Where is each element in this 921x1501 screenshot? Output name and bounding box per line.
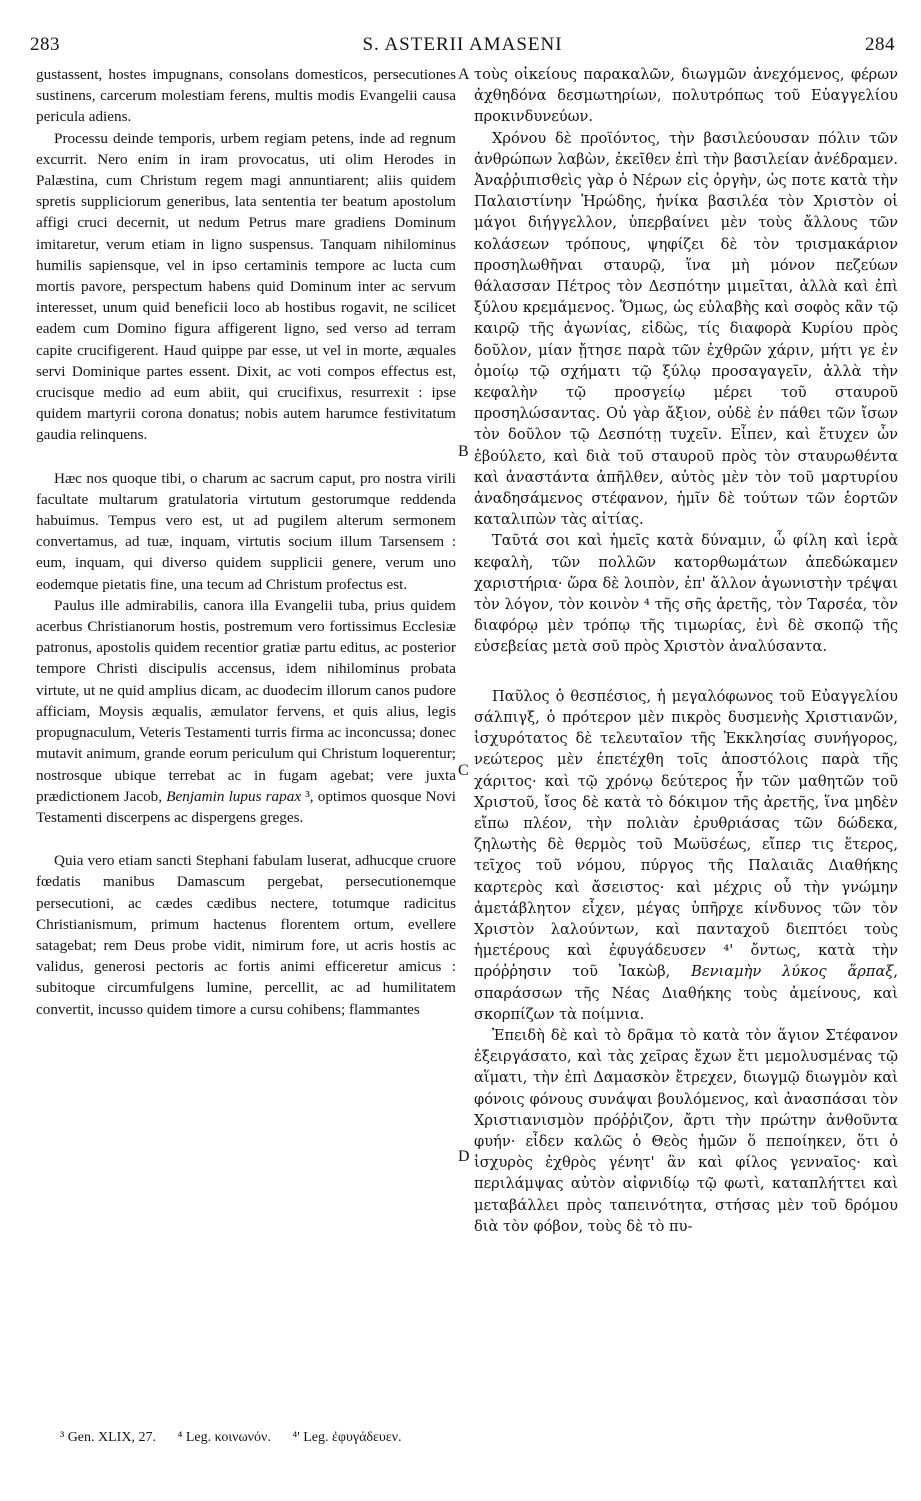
footnotes (60, 1430, 420, 1446)
latin-paragraph-5: Quia vero etiam sancti Stephani fabulam luserat, adhucque cruore fœdatis manibus Damascum pergebat, persecutionemque persecutioni, ac cædes cædibus nectere, totumque radicitus Christianismum, primum hactenus florentem ortum, evellere satagebat; rem Deus probe vidit, nimirum fore, ut acris hostis ac validus, generosi pectoris ac fortis animi efficeretur amicus : subitoque circumfulgens lumine, percellit, ac ad humilitatem convertit, incusso quidem timore a cursu cohibens; flammantes (36, 852, 456, 1018)
latin-p4-text-b: ³, optimos quosque Novi Testamenti discerpens ac dispergens greges. (36, 787, 456, 826)
greek-paragraph-1: τοὺς οἰκείους παρακαλῶν, διωγμῶν ἀνεχόμενος, φέρων ἀχθηδόνα δεσμωτηρίων, πολυτρόπως τοῦ Εὐαγγελίου προκινδυνεύων. (474, 66, 898, 126)
page-number-left: 283 (30, 34, 60, 55)
running-title: S. ASTERII AMASENI (362, 34, 563, 55)
greek-paragraph-3: Ταῦτά σοι καὶ ἡμεῖς κατὰ δύναμιν, ὦ φίλη καὶ ἱερὰ κεφαλὴ, τῶν πολλῶν κατορθωμάτων ἀπεδώκαμεν χαριστήρια· ὥρα δὲ λοιπὸν, ἐπ' ἄλλον ἀγωνιστὴν τρέψαι τὸν λόγον, τὸν κοινὸν ⁴ τῆς σῆς ἀρετῆς, τὸν Ταρσέα, τὸν διαφόρῳ μὲν τρόπῳ τῆς τιμωρίας, ἐνὶ δὲ σκοπῷ τῆς εὐσεβείας μετὰ σοῦ πρὸς Χριστὸν ἀναλύσαντα. (474, 532, 898, 656)
footnote-4: ⁴ Leg. κοινωνόν. (177, 1430, 271, 1445)
latin-paragraph-2: Processu deinde temporis, urbem regiam petens, inde ad regnum excurrit. Nero enim in iram provocatus, uti olim Herodes in Palæstina, cum Christum regem magi annuntiarent; aliis quidem spretis suppliciorum generibus, lata sententia ter beatum apostolum affigi cruci decernit, ut nedum Petrus mare gradiens Dominum imitaretur, verum etiam in ligno suspensus. Tanquam nihilominus humilis sapiensque, vel in ipso certaminis tempore ac lucta cum mortis pavore, perspectum habens quid Dominum inter ac servum interesset, unum quid beneficii loco ab hostibus rogavit, ne scilicet eadem cum Domino figura affigerent ligno, sed verso ad terram capite crucifigerent. Haud quippe par esse, ut vel in morte, æquales servi Dominique partes essent. Dixit, ac voti compos effectus est, crucisque medio ad eum abiit, qui crucifixus, resurrexit : ipse quidem martyrii corona donatus; nobis autem harumce festivitatum gaudia relinquens. (36, 129, 456, 444)
greek-paragraph-5: Ἐπειδὴ δὲ καὶ τὸ δρᾶμα τὸ κατὰ τὸν ἅγιον Στέφανον ἐξειργάσατο, καὶ τὰς χεῖρας ἔχων ἔτι μεμολυσμένας τῷ αἵματι, τὴν ἐπὶ Δαμασκὸν ἔτρεχεν, διωγμῷ διωγμὸν καὶ φόνοις φόνους συνάψαι βουλόμενος, καὶ ἀνασπάσαι τὸν Χριστιανισμὸν πρόῤῥιζον, ἄρτι τὴν πρώτην ἀνθοῦντα φυήν· εἶδεν καλῶς ὁ Θεὸς ἡμῶν ὅ πεποίηκεν, ὅτι ὁ ἰσχυρὸς ἐχθρὸς γένητ' ἂν καὶ φίλος γενναῖος· καὶ περιλάμψας αὐτὸν αἰφνιδίῳ τῷ φωτὶ, καταπλήττει καὶ μεταβάλλει πρὸς ταπεινότητα, στήσας μὲν τοῦ δρόμου διὰ τὸν φόβον, τοὺς δὲ τὸ πυ- (474, 1026, 898, 1235)
greek-p4-text-a: Παῦλος ὁ θεσπέσιος, ἡ μεγαλόφωνος τοῦ Εὐαγγελίου σάλπιγξ, ὁ πρότερον μὲν πικρὸς δυσμενὴς Χριστιανῶν, ἰσχυρότατος δὲ τελευταῖον τῆς Ἐκκλησίας συνήγορος, νεώτερος μὲν ἐπετέχθη τοῖς ἀποστόλοις παρὰ τῆς χάριτος· καὶ τῷ χρόνῳ δεύτερος ἦν τῶν μαθητῶν τοῦ Χριστοῦ, ἴσος δὲ κατὰ τὸ δόκιμον τῆς ἀρετῆς, ἵνα μηδὲν εἴπω πλέον, τὴν πολιὰν ἐρυθριάσας τῶν δώδεκα, ζηλωτὴς δὲ θερμὸς τοῦ Μωϋσέως, εἴπερ τις ἕτερος, τεῖχος τοῦ νόμου, πύργος τῆς Παλαιᾶς Διαθήκης καρτερὸς καὶ ἄσειστος· καὶ μέχρις οὗ τὴν γνώμην ἀμετάβλητον εἶχεν, μέγας ὑπῆρχε κίνδυνος τῶν τὸν Χριστὸν λαλούντων, καὶ πανταχοῦ διεπτόει τοὺς ἡμετέρους καὶ ἐφυγάδευσεν ⁴' ὄντως, κατὰ τὴν πρόῤῥησιν τοῦ Ἰακὼβ, (474, 687, 898, 981)
greek-column (474, 64, 898, 1237)
running-header (30, 34, 895, 58)
margin-letter-a: A (458, 66, 470, 83)
latin-p4-quote: Benjamin lupus rapax (166, 787, 302, 805)
greek-p4-quote: Βενιαμὴν λύκος ἅρπαξ (691, 963, 894, 981)
margin-letter-b: B (458, 443, 469, 460)
greek-paragraph-2: Χρόνου δὲ προϊόντος, τὴν βασιλεύουσαν πόλιν τῶν ἀνθρώπων λαβὼν, ἐκεῖθεν ἐπὶ τὴν βασιλείαν ἀνέδραμεν. Ἀναῤῥιπισθεὶς γὰρ ὁ Νέρων εἰς ὀργὴν, ὡς ποτε κατὰ τὴν Παλαιστίνην Ἡρώδης, ἡνίκα βασιλέα τὸν Χριστὸν οἱ μάγοι διήγγελλον, ὑπερβαίνει μὲν τοὺς ἄλλους τῶν κολάσεων τρόπους, ψηφίζει δὲ τὸν τρισμακάριον προσηλωθῆναι σταυρῷ, ἵνα μὴ μόνον πεζεύων θάλασσαν Πέτρος τὸν Δεσπότην μιμεῖται, ἀλλὰ καὶ ἐπὶ ξύλου κρεμάμενος. Ὅμως, ὡς εὐλαβὴς καὶ σοφὸς κἂν τῷ καιρῷ τῆς ἀγωνίας, εἰδὼς, τίς διαφορὰ Κυρίου πρὸς δοῦλον, μίαν ᾔτησε παρὰ τῶν ἐχθρῶν χάριν, μήτι γε ἐν ὁμοίῳ τῷ σχήματι τῷ ξύλῳ προσαγαγεῖν, ἀλλὰ τὴν κεφαλὴν τῷ προσγείῳ μέρει τοῦ σταυροῦ προσηλώσαντας. Οὐ γὰρ ἄξιον, οὐδὲ ἐν πάθει τῶν ἴσων τὸν δοῦλον τῷ Δεσπότῃ τυχεῖν. Εἶπεν, καὶ ἔτυχεν ὧν ἐβούλετο, καὶ διὰ τοῦ σταυροῦ πρὸς τὸν σταυρωθέντα καὶ ἀναστάντα ἀπῆλθεν, αὐτὸς μὲν τὸν τοῦ μαρτυρίου ἀναδησάμενος στέφανον, ἡμῖν δὲ τούτων τῶν ἑορτῶν καταλιπὼν τὰς αἰτίας. (474, 129, 898, 529)
footnote-3: ³ Gen. XLIX, 27. (60, 1430, 156, 1445)
footnote-4a: ⁴' Leg. ἐφυγάδευεν. (292, 1430, 402, 1445)
latin-p4-text-a: Paulus ille admirabilis, canora illa Evangelii tuba, prius quidem acerbus Christianorum hostis, postremum vero fortissimus Ecclesiæ patronus, apostolis quidem recentior gratiæ partu editus, ac posterior tempore Christi discipulis accensus, idem nihilominus probata virtute, ut ne quid amplius dicam, ac duodecim illorum canos pudore afficiam, Moysis æqualis, æmulator fervens, et quis alius, legis propugnaculum, Veteris Testamenti turris firma ac inconcussa; donec mutavit animum, grande eorum periculum qui Christum loquerentur; nostrosque ubique terrebat ac in fugam agebat; vere juxta prædictionem Jacob, (36, 596, 456, 805)
latin-column (36, 64, 456, 1020)
latin-paragraph-3: Hæc nos quoque tibi, o charum ac sacrum caput, pro nostra virili facultate multarum gratulatoria virtutum gestorumque reddenda habuimus. Tempus vero est, ut ad pugilem alterum sermonem convertamus, ad tuæ, inquam, virtutis socium illum Tarsensem : eum, inquam, qui diverso quidem supplicii genere, verum uno eodemque pietatis fine, una tecum ad Christum profectus est. (36, 469, 456, 593)
latin-paragraph-4 (36, 595, 456, 828)
latin-paragraph-1: gustassent, hostes impugnans, consolans domesticos, persecutiones sustinens, carcerum molestiam ferens, multis modis Evangelii causa pericula adiens. (36, 66, 456, 126)
margin-letter-c: C (458, 762, 469, 779)
greek-paragraph-4 (474, 686, 898, 1025)
margin-letter-d: D (458, 1148, 470, 1165)
page-number-right: 284 (865, 34, 895, 55)
greek-p4-text-b: , σπαράσσων τῆς Νέας Διαθήκης τοὺς ἀμείνους, καὶ σκορπίζων τὰ ποίμνια. (474, 963, 898, 1023)
